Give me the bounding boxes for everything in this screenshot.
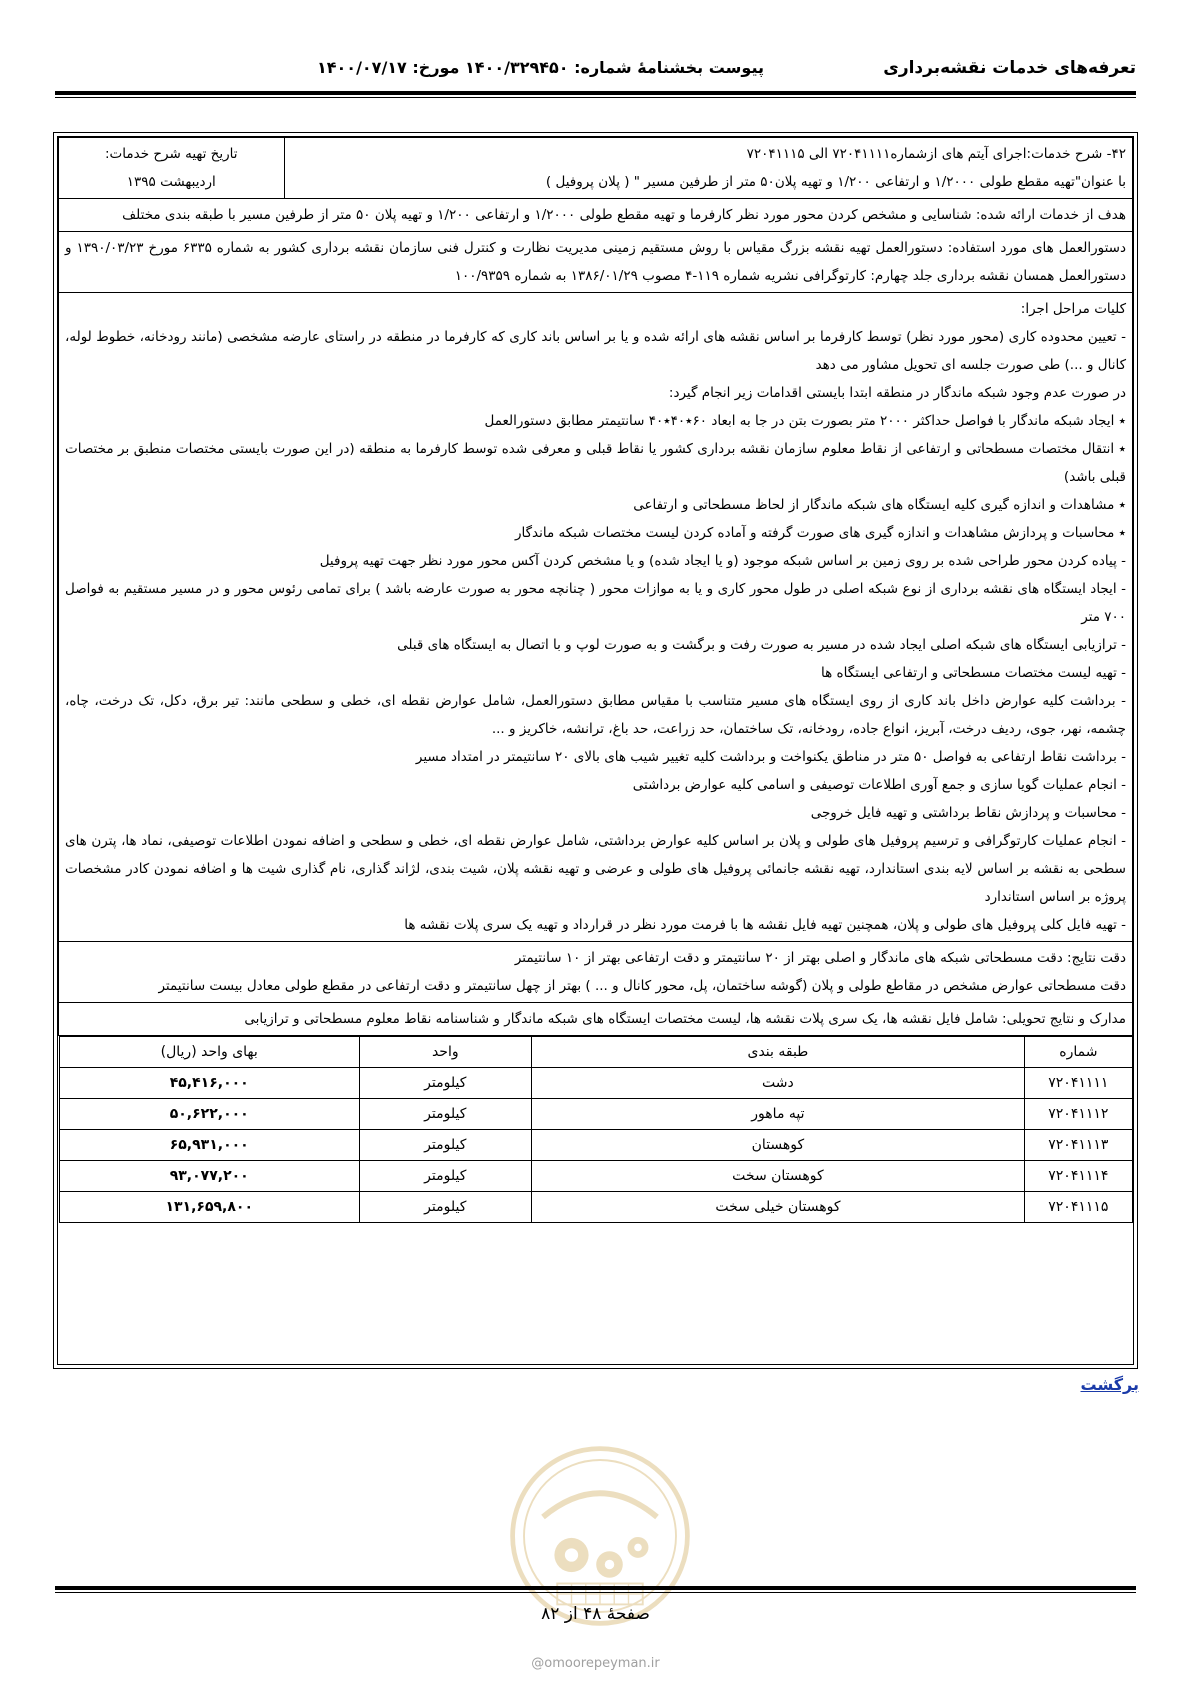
table-row: [59, 1192, 1132, 1223]
circular-reference: پیوست بخشنامۀ شماره: ۱۴۰۰/۳۲۹۴۵۰ مورخ: ۱۴۰۰/۰۷/۱۷: [317, 58, 764, 77]
table-row: [59, 1161, 1132, 1192]
service-description: [284, 138, 1132, 199]
accuracy-line1: دقت نتایج: دقت مسطحاتی شبکه های ماندگار و اصلی بهتر از ۲۰ سانتیمتر و دقت ارتفاعی بهتر از ۱۰ سانتیمتر: [514, 950, 1126, 966]
prepare-date-value: اردیبهشت ۱۳۹۵: [126, 174, 216, 190]
step-item: - محاسبات و پردازش نقاط برداشتی و تهیه فایل خروجی: [810, 805, 1126, 821]
prepare-date: [59, 138, 285, 199]
service-frame: [53, 132, 1138, 1369]
footer-rule-thick: [55, 1586, 1136, 1590]
execution-steps: [59, 293, 1133, 942]
page-number: صفحۀ ۴۸ از ۸۲: [541, 1604, 650, 1624]
header-rule-thin: [55, 97, 1136, 98]
row-price: ۴۵,۴۱۶,۰۰۰: [59, 1068, 359, 1099]
accuracy-line2: دقت مسطحاتی عوارض مشخص در مقاطع طولی و پلان (گوشه ساختمان، پل، محور کانال و ... ) بهتر از چهل سانتیمتر و دقت ارتفاعی در مقطع طولی معادل بیست سانتیمتر: [158, 978, 1126, 994]
watermark-site: @omoorepeyman.ir: [531, 1656, 660, 1671]
execution-steps-title: کلیات مراحل اجرا:: [1020, 301, 1126, 317]
service-goal: هدف از خدمات ارائه شده: شناسایی و مشخص کردن محور مورد نظر کارفرما و تهیه مقطع طولی ۱/۲۰۰۰ و ارتفاعی ۱/۲۰۰ و تهیه پلان ۵۰ متر از طرفین مسیر با طبقه بندی مختلف: [59, 199, 1133, 232]
row-code: ۷۲۰۴۱۱۱۲: [1025, 1099, 1132, 1130]
service-frame-inner: [57, 136, 1134, 1365]
row-price: ۵۰,۶۲۲,۰۰۰: [59, 1099, 359, 1130]
row-class: کوهستان سخت: [531, 1161, 1025, 1192]
step-item: - پیاده کردن محور طراحی شده بر روی زمین بر اساس شبکه موجود (و یا ایجاد شده) و یا مشخص کردن آکس محور مورد نظر جهت تهیه پروفیل: [319, 553, 1126, 569]
step-item: در صورت عدم وجود شبکه ماندگار در منطقه ابتدا بایستی اقدامات زیر انجام گیرد:: [668, 385, 1126, 401]
header-code: شماره: [1025, 1037, 1132, 1068]
step-item: - انجام عملیات کارتوگرافی و ترسیم پروفیل های طولی و پلان بر اساس کلیه عوارض برداشتی، شامل عوارض نقطه ای، خطی و سطحی و اضافه نمودن اطلاعات توصیفی، نماد ها، پترن های سطحی به نقشه بر اساس لایه بندی استاندارد، تهیه نقشه جانمائی پروفیل های طولی و عرضی و تهیه نقشه پلان، شیت بندی، لژاند گذاری، نام گذاری شیت ها و اضافه نمودن کادر مشخصات پروژه بر اساس استاندارد: [65, 833, 1126, 905]
row-price: ۹۳,۰۷۷,۲۰۰: [59, 1161, 359, 1192]
step-item: ٭ ایجاد شبکه ماندگار با فواصل حداکثر ۲۰۰۰ متر بصورت بتن در جا به ابعاد ۶۰٭۴۰٭۴۰ سانتیمتر مطابق دستورالعمل: [484, 413, 1126, 429]
prepare-date-label: تاریخ تهیه شرح خدمات:: [105, 146, 238, 162]
row-code: ۷۲۰۴۱۱۱۴: [1025, 1161, 1132, 1192]
header-rule-thick: [55, 91, 1136, 95]
step-item: - تهیه لیست مختصات مسطحاتی و ارتفاعی ایستگاه ها: [820, 665, 1126, 681]
table-row: [59, 1068, 1132, 1099]
table-row: [59, 1130, 1132, 1161]
row-unit: کیلومتر: [359, 1099, 531, 1130]
omoore-peyman-seal-icon: [505, 1441, 695, 1631]
row-class: تپه ماهور: [531, 1099, 1025, 1130]
service-table: [58, 137, 1133, 1223]
price-table-header: [59, 1037, 1132, 1068]
footer-rule-thin: [55, 1592, 1136, 1593]
deliverables: مدارک و نتایج تحویلی: شامل فایل نقشه ها، یک سری پلات نقشه ها، لیست مختصات ایستگاه های شبکه ماندگار و شناسنامه نقاط معلوم مسطحاتی و ترازیابی: [59, 1003, 1133, 1036]
header-price: بهای واحد (ریال): [59, 1037, 359, 1068]
service-description-line2: با عنوان"تهیه مقطع طولی ۱/۲۰۰۰ و ارتفاعی ۱/۲۰۰ و تهیه پلان۵۰ متر از طرفین مسیر " ( پلان پروفیل ): [545, 174, 1126, 190]
service-instructions: دستورالعمل های مورد استفاده: دستورالعمل تهیه نقشه بزرگ مقیاس با روش مستقیم زمینی مدیریت نظارت و کنترل فنی سازمان نقشه برداری کشور به شماره ۶۳۳۵ مورخ ۱۳۹۰/۰۳/۲۳ و دستورالعمل همسان نقشه برداری جلد چهارم: کارتوگرافی نشریه شماره ۱۱۹-۴ مصوب ۱۳۸۶/۰۱/۲۹ به شماره ۱۰۰/۹۳۵۹: [59, 232, 1133, 293]
step-item: ٭ مشاهدات و اندازه گیری کلیه ایستگاه های شبکه ماندگار از لحاظ مسطحاتی و ارتفاعی: [633, 497, 1126, 513]
step-item: ٭ انتقال مختصات مسطحاتی و ارتفاعی از نقاط معلوم سازمان نقشه برداری کشور یا نقاط قبلی و معرفی شده توسط کارفرما به منطقه (در این صورت بایستی مختصات منطبق بر مختصات قبلی باشد): [65, 441, 1126, 485]
page-header: [55, 58, 1136, 88]
row-code: ۷۲۰۴۱۱۱۳: [1025, 1130, 1132, 1161]
step-item: - انجام عملیات گویا سازی و جمع آوری اطلاعات توصیفی و اسامی کلیه عوارض برداشتی: [632, 777, 1126, 793]
row-class: دشت: [531, 1068, 1025, 1099]
back-link[interactable]: برگشت: [1080, 1375, 1139, 1394]
step-item: - تعیین محدوده کاری (محور مورد نظر) توسط کارفرما بر اساس نقشه های ارائه شده و یا بر اساس باند کاری که کارفرما در منطقه در راستای عارضه مشخصی (مانند رودخانه، خطوط لوله، کانال و ...) طی صورت جلسه ای تحویل مشاور می دهد: [65, 329, 1126, 373]
row-code: ۷۲۰۴۱۱۱۵: [1025, 1192, 1132, 1223]
step-item: - برداشت نقاط ارتفاعی به فواصل ۵۰ متر در مناطق یکنواخت و برداشت کلیه تغییر شیب های بالای ۲۰ سانتیمتر در امتداد مسیر: [415, 749, 1126, 765]
table-row: [59, 1099, 1132, 1130]
row-unit: کیلومتر: [359, 1161, 531, 1192]
step-item: - ایجاد ایستگاه های نقشه برداری از نوع شبکه اصلی در طول محور کاری و یا به موازات محور ( چنانچه محور به صورت عارضه باشد ) برای تمامی رئوس محور و در مسیر مستقیم به فواصل ۷۰۰ متر: [65, 581, 1126, 625]
step-item: - برداشت کلیه عوارض داخل باند کاری از روی ایستگاه های مسیر متناسب با مقیاس مطابق دستورالعمل، شامل عوارض نقطه ای، خطی و سطحی مانند: تیر برق، دکل، تک درخت، چاه، چشمه، نهر، جوی، ردیف درخت، آبریز، انواع جاده، رودخانه، تک ساختمان، حد زراعت، حد باغ، ترانشه، خاکریز و ...: [65, 693, 1126, 737]
header-unit: واحد: [359, 1037, 531, 1068]
service-description-line1: ۴۲- شرح خدمات:اجرای آیتم های ازشماره۷۲۰۴۱۱۱۱ الی ۷۲۰۴۱۱۱۵: [746, 146, 1126, 162]
row-unit: کیلومتر: [359, 1192, 531, 1223]
header-class: طبقه بندی: [531, 1037, 1025, 1068]
row-unit: کیلومتر: [359, 1130, 531, 1161]
row-class: کوهستان: [531, 1130, 1025, 1161]
row-unit: کیلومتر: [359, 1068, 531, 1099]
step-item: ٭ محاسبات و پردازش مشاهدات و اندازه گیری های صورت گرفته و آماده کردن لیست مختصات شبکه ماندگار: [514, 525, 1126, 541]
document-title: تعرفه‌های خدمات نقشه‌برداری: [883, 58, 1136, 78]
row-class: کوهستان خیلی سخت: [531, 1192, 1025, 1223]
row-code: ۷۲۰۴۱۱۱۱: [1025, 1068, 1132, 1099]
step-item: - تهیه فایل کلی پروفیل های طولی و پلان، همچنین تهیه فایل نقشه ها با فرمت مورد نظر در قرارداد و تهیه یک سری پلات نقشه ها: [404, 917, 1126, 933]
results-accuracy: [59, 942, 1133, 1003]
row-price: ۶۵,۹۳۱,۰۰۰: [59, 1130, 359, 1161]
price-table: [59, 1036, 1133, 1223]
row-price: ۱۳۱,۶۵۹,۸۰۰: [59, 1192, 359, 1223]
price-table-cell: [59, 1036, 1133, 1224]
step-item: - ترازیابی ایستگاه های شبکه اصلی ایجاد شده در مسیر به صورت رفت و برگشت و به صورت لوپ و با اتصال به ایستگاه های قبلی: [397, 637, 1126, 653]
